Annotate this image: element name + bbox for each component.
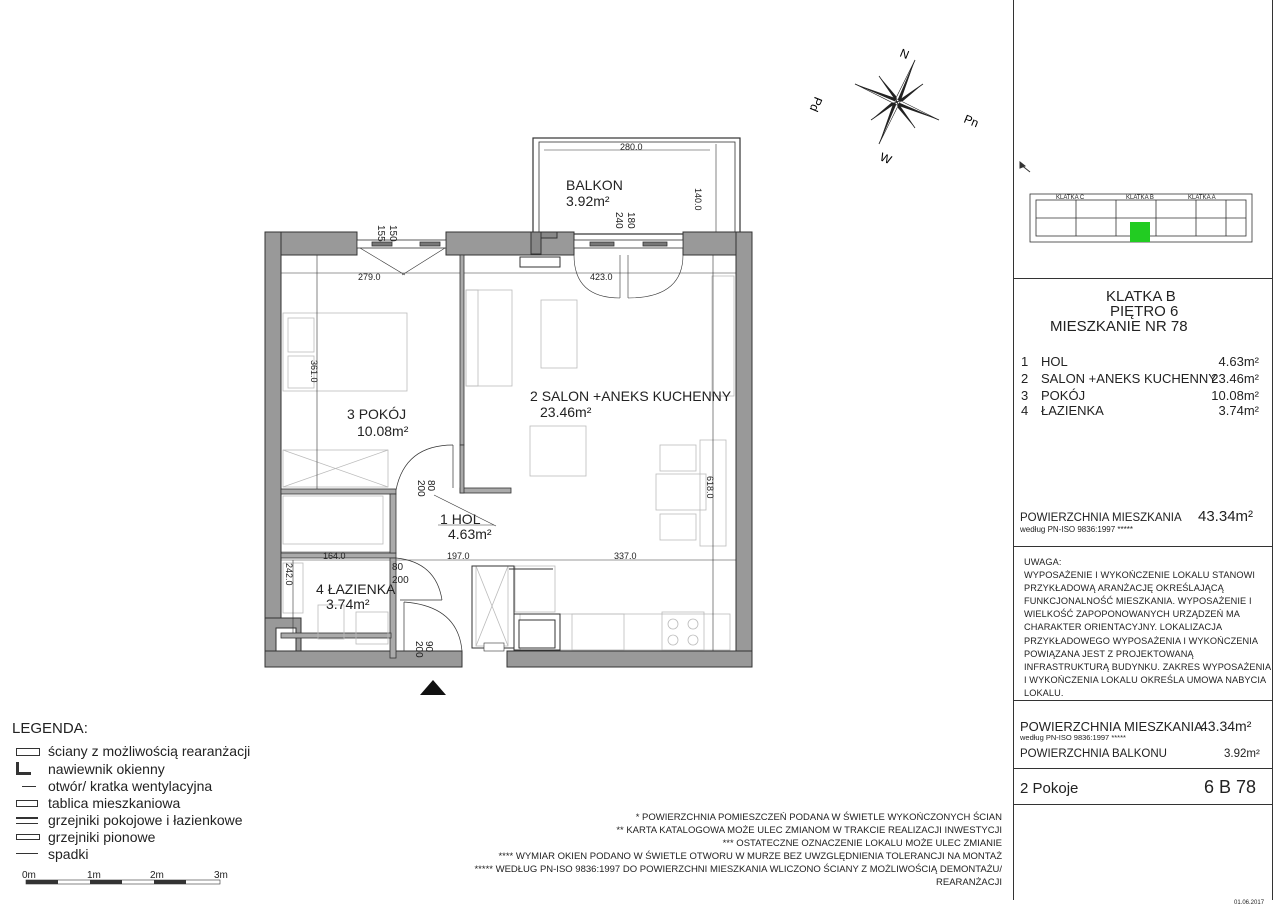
rooms-count: 2 Pokoje — [1020, 780, 1079, 797]
area-label: POWIERZCHNIA MIESZKANIA — [1020, 512, 1182, 524]
wall-symbol-icon — [16, 748, 40, 756]
inner-walls — [281, 255, 511, 658]
divider — [1014, 278, 1272, 279]
legend-item-vertical-radiators: grzejniki pionowe — [48, 829, 156, 845]
compass-rose — [807, 46, 981, 167]
footnotes — [474, 812, 1002, 892]
notice: UWAGA: WYPOSAŻENIE I WYKOŃCZENIE LOKALU STANOWI PRZYKŁADOWĄ ARANŻACJĘ OKREŚLAJĄCĄ FUNKCJONALNOŚĆ MIESZKANIA. WYPOSAŻENIE I WIELKOŚĆ ZAPOPONOWANYCH URZĄDZEŃ MA CHARAKTER ORIENTACYJNY. LOKALIZACJA PRZYKŁADOWEGO WYPOSAŻENIA I WYKOŃCZENIA POWIĄZANA JEST Z PROJEKTOWANĄ INFRASTRUKTURĄ BUDYNKU. ZAKRES WYPOSAŻENIA I WYKOŃCZENIA LOKALU OKREŚLA UMOWA NABYCIA LOKALU. — [1024, 557, 1272, 698]
legend-item-radiators: grzejniki pokojowe i łazienkowe — [48, 812, 243, 828]
dim-door4-h: 200 — [392, 575, 409, 586]
compass-east: Pn — [961, 111, 981, 131]
footnote-5: ***** WEDŁUG PN-ISO 9836:1997 DO POWIERZCHNI MIESZKANIA WLICZONO ŚCIANY Z MOŻLIWOŚCIĄ DEMONTAŻU/ — [474, 864, 1002, 875]
divider — [1014, 546, 1272, 547]
room2-area: 23.46m² — [540, 404, 592, 420]
scale-tick-0: 0m — [22, 870, 36, 881]
slope-icon — [16, 853, 38, 854]
room1-area: 4.63m² — [448, 526, 492, 542]
key-plan — [1016, 160, 1270, 270]
room1-label: 1 HOL — [440, 511, 481, 527]
window-vent-icon — [16, 762, 31, 775]
dim-salon-width: 423.0 — [590, 272, 613, 282]
balcony-area: 3.92m² — [566, 193, 610, 209]
room4-label: 4 ŁAZIENKA — [316, 581, 396, 597]
scale-tick-3: 3m — [214, 870, 228, 881]
dim-door3-h: 200 — [415, 480, 426, 497]
area2-norm: według PN-ISO 9836:1997 ***** — [1020, 733, 1126, 742]
footnote-4: **** WYMIAR OKIEN PODANO W ŚWIETLE OTWORU W MURZE BEZ UWZGLĘDNIENIA TOLERANCJI NA MONTAŻ — [498, 851, 1002, 862]
dim-bath-width: 164.0 — [323, 551, 346, 561]
dim-bath-height: 242.0 — [284, 563, 294, 586]
keyplan-label-a: KLATKA A — [1188, 195, 1216, 201]
room4-area: 3.74m² — [326, 596, 370, 612]
dim-door4-w: 80 — [392, 562, 404, 573]
room3-label: 3 POKÓJ — [347, 406, 407, 422]
legend-item-panel: tablica mieszkaniowa — [48, 795, 181, 811]
dim-salon-height: 618.0 — [705, 476, 715, 499]
keyplan-label-b: KLATKA B — [1126, 195, 1154, 201]
apartment-code: 6 B 78 — [1204, 777, 1257, 797]
divider — [1014, 804, 1272, 805]
compass-west: Pd — [806, 94, 826, 114]
panel-board-icon — [16, 800, 38, 807]
dim-win1-a: 150 — [387, 225, 398, 242]
dim-win1-b: 155 — [375, 225, 386, 242]
dim-win2-a: 180 — [625, 212, 636, 229]
scale-bar — [26, 880, 220, 884]
legend-item-slopes: spadki — [48, 846, 89, 862]
staircase-label: KLATKA B — [1106, 288, 1176, 305]
dim-balcony-width: 280.0 — [620, 142, 643, 152]
balcony — [533, 138, 740, 234]
balcony-area-value: 3.92m² — [1224, 748, 1260, 760]
area2-value: 43.34m² — [1200, 718, 1252, 734]
compass-north: N — [897, 45, 912, 63]
radiator-icon — [16, 817, 38, 824]
footnote-3: *** OSTATECZNE OZNACZENIE LOKALU MOŻE ULEC ZMIANIE — [722, 838, 1002, 849]
scale-tick-1: 1m — [87, 870, 101, 881]
legend-title: LEGENDA: — [12, 720, 88, 737]
dim-room3-width: 279.0 — [358, 272, 381, 282]
balcony-area-label: POWIERZCHNIA BALKONU — [1020, 748, 1167, 760]
vertical-radiator-icon — [16, 834, 40, 840]
legend-item-window-vent: nawiewnik okienny — [48, 761, 165, 777]
dim-entry-h: 200 — [413, 641, 424, 658]
legend-item-ventilation: otwór/ kratka wentylacyjna — [48, 778, 213, 794]
dim-room3-height: 361.0 — [309, 360, 319, 383]
dim-door3-w: 80 — [425, 480, 436, 492]
area2-label: POWIERZCHNIA MIESZKANIA — [1020, 719, 1203, 734]
footnote-2: ** KARTA KATALOGOWA MOŻE ULEC ZMIANOM W TRAKCIE REALIZACJI INWESTYCJI — [616, 825, 1002, 836]
room3-area: 10.08m² — [357, 423, 409, 439]
divider — [1014, 700, 1272, 701]
footnote-1: * POWIERZCHNIA POMIESZCZEŃ PODANA W ŚWIETLE WYKOŃCZONYCH ŚCIAN — [635, 812, 1002, 823]
apartment-label: MIESZKANIE NR 78 — [1050, 318, 1188, 335]
floor-label: PIĘTRO 6 — [1110, 303, 1179, 320]
dim-balcony-depth: 140.0 — [693, 188, 703, 211]
entrance-marker — [420, 680, 446, 695]
area-value: 43.34m² — [1198, 508, 1254, 525]
footnote-6: REARANŻACJI — [936, 877, 1002, 888]
keyplan-label-c: KLATKA C — [1056, 195, 1085, 201]
ventilation-icon — [22, 786, 36, 787]
room2-label: 2 SALON +ANEKS KUCHENNY — [530, 388, 732, 404]
dim-hall-width: 197.0 — [447, 551, 470, 561]
dim-win2-b: 240 — [613, 212, 624, 229]
dim-entry-w: 90 — [423, 641, 434, 653]
doors — [396, 445, 462, 651]
drawing-date: 01.06.2017 — [1234, 900, 1265, 906]
info-panel: KLATKA C KLATKA B KLATKA A KLATKA B PIĘTRO 6 MIESZKANIE NR 78 1 HOL 4.63m² 2 SALON +ANEKS KUCHENNY 23.46m² 3 POKÓJ 10.08m² 4 ŁAZIENKA 3.74m² POWIERZCHNIA MIESZKANIA według PN-ISO 9836:1997 ***** 43.34m² UWAGA: WYPOSAŻENIE I WYKOŃCZENIE LOKALU STANOWI PRZYKŁADOWĄ ARANŻACJĘ OKREŚLAJĄCĄ FUNKCJONALNOŚĆ MIESZKANIA. WYPOSAŻENIE I WIELKOŚĆ ZAPOPONOWANYCH URZĄDZEŃ MA CHARAKTER ORIENTACYJNY. LOKALIZACJA PRZYKŁADOWEGO WYPOSAŻENIA I WYKOŃCZENIA POWIĄZANA JEST Z PROJEKTOWANĄ INFRASTRUKTURĄ BUDYNKU. ZAKRES WYPOSAŻENIA I WYKOŃCZENIA LOKALU OKREŚLA UMOWA NABYCIA LOKALU. POWIERZCHNIA MIESZKANIA według PN-ISO 9836:1997 ***** 43.34m² POWIERZCHNIA BALKONU 3.92m² 2 Pokoje 6 B 78 — [1013, 0, 1273, 900]
scale-tick-2: 2m — [150, 870, 164, 881]
legend-item-walls: ściany z możliwością rearanżacji — [48, 743, 251, 759]
balcony-name: BALKON — [566, 177, 623, 193]
dim-kitchen-width: 337.0 — [614, 551, 637, 561]
divider — [1014, 768, 1272, 769]
area-norm: według PN-ISO 9836:1997 ***** — [1020, 525, 1133, 534]
compass-south: W — [877, 149, 894, 168]
